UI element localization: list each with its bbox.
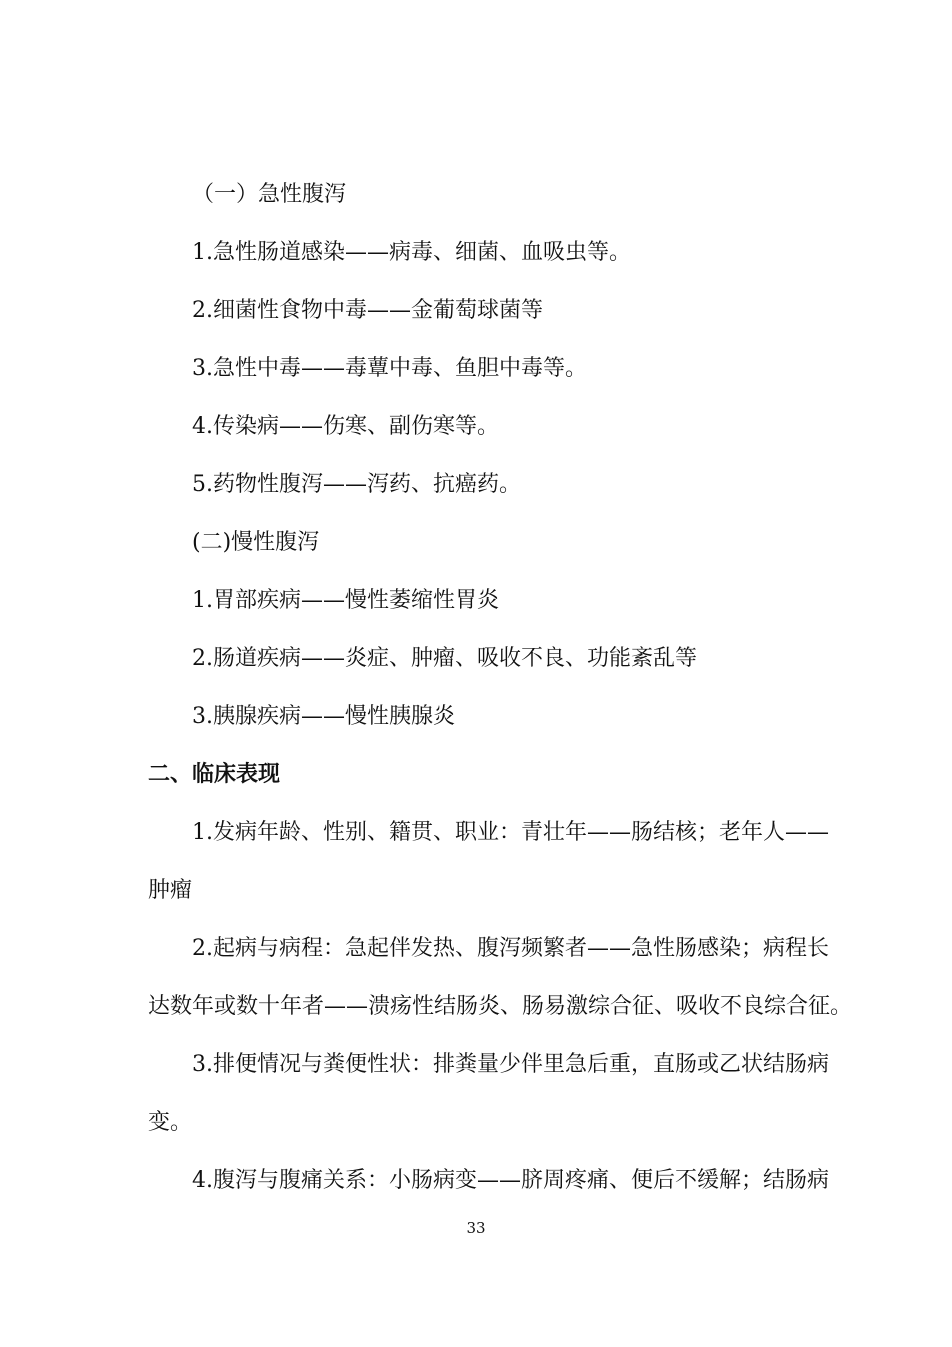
list-item: 3.胰腺疾病——慢性胰腺炎: [192, 704, 455, 729]
page-number: 33: [466, 1219, 486, 1237]
list-item: 1.急性肠道感染——病毒、细菌、血吸虫等。: [192, 240, 631, 265]
list-item: 1.胃部疾病——慢性萎缩性胃炎: [192, 588, 499, 613]
list-item: 4.传染病——伤寒、副伤寒等。: [192, 414, 499, 439]
paragraph-line: 2.起病与病程：急起伴发热、腹泻频繁者——急性肠感染；病程长: [192, 936, 829, 961]
list-item: 5.药物性腹泻——泻药、抗癌药。: [192, 472, 521, 497]
paragraph-line: 4.腹泻与腹痛关系：小肠病变——脐周疼痛、便后不缓解；结肠病: [192, 1168, 829, 1193]
list-item: 2.肠道疾病——炎症、肿瘤、吸收不良、功能紊乱等: [192, 646, 697, 671]
paragraph-line: 肿瘤: [148, 878, 193, 903]
paragraph-line: 3.排便情况与粪便性状：排粪量少伴里急后重，直肠或乙状结肠病: [192, 1052, 829, 1077]
paragraph-line: 达数年或数十年者——溃疡性结肠炎、肠易激综合征、吸收不良综合征。: [148, 994, 853, 1019]
list-item: 3.急性中毒——毒蕈中毒、鱼胆中毒等。: [192, 356, 587, 381]
section-heading-clinical-manifestations: 二、临床表现: [148, 762, 281, 787]
paragraph-line: 1.发病年龄、性别、籍贯、职业：青壮年——肠结核；老年人——: [192, 820, 829, 845]
list-item: 2.细菌性食物中毒——金葡萄球菌等: [192, 298, 543, 323]
subheading-acute-diarrhea: （一）急性腹泻: [192, 182, 347, 207]
paragraph-line: 变。: [148, 1110, 193, 1135]
subheading-chronic-diarrhea: (二)慢性腹泻: [192, 530, 320, 555]
